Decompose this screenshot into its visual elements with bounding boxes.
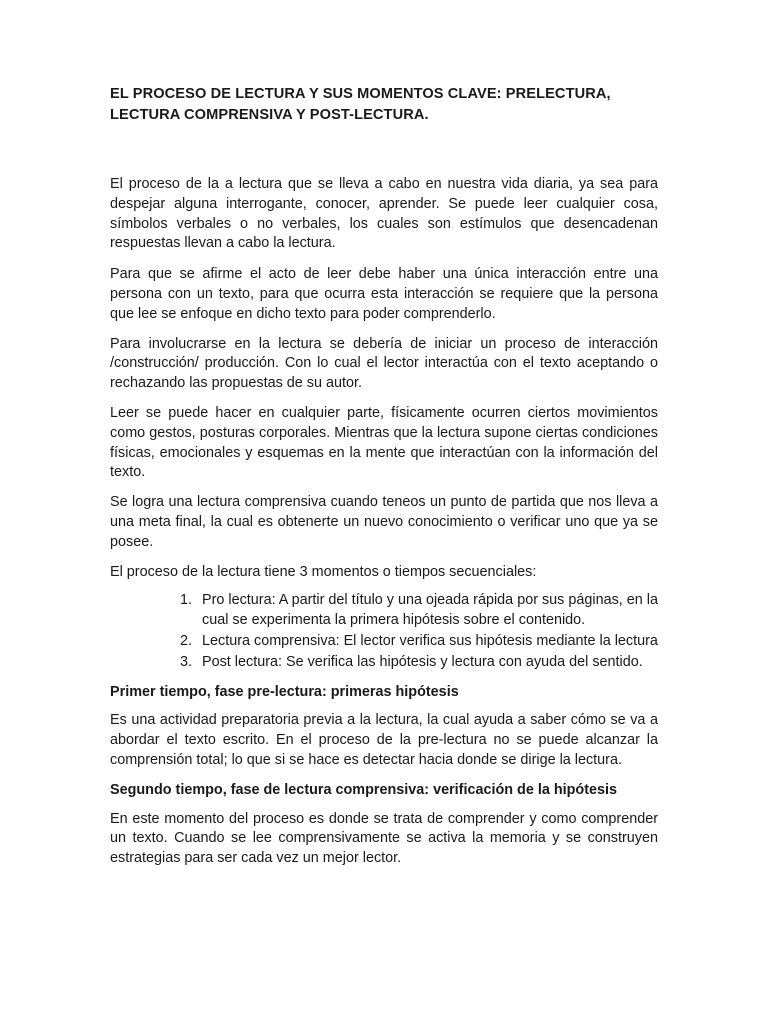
step-number: 1. <box>180 592 193 609</box>
intro-paragraph: Para involucrarse en la lectura se debería de iniciar un proceso de interacción /construcción/ producción. Con lo cual el lector interactúa con el texto aceptando o rechazando las propuestas de su autor. <box>110 335 658 392</box>
document-page <box>110 84 658 879</box>
intro-paragraph: Se logra una lectura comprensiva cuando teneos un punto de partida que nos lleva a una meta final, la cual es obtenerte un nuevo conocimiento o verificar uno que ya se posee. <box>110 494 658 550</box>
step-text: Pro lectura: A partir del título y una ojeada rápida por sus páginas, en la cual se experimenta la primera hipótesis sobre el contenido. <box>202 592 658 629</box>
steps-list <box>110 591 658 672</box>
section-paragraph-lectura-comprensiva: En este momento del proceso es donde se trata de comprender y como comprender un texto. Cuando se lee comprensivamente se activa la memoria y se construyen estrategias para ser cada vez un mejor lector. <box>110 810 658 867</box>
step-number: 3. <box>180 653 193 670</box>
section-paragraph-prelectura: Es una actividad preparatoria previa a la lectura, la cual ayuda a saber cómo se va a abordar el texto escrito. En el proceso de la pre-lectura no se puede alcanzar la comprensión total; lo que si se hace es detectar hacia donde se dirige la lectura. <box>110 712 658 768</box>
step-item <box>180 591 658 631</box>
intro-paragraph: El proceso de la a lectura que se lleva a cabo en nuestra vida diaria, ya sea para despejar alguna interrogante, conocer, aprender. Se puede leer cualquier cosa, símbolos verbales o no verbales, los cuales son estímulos que desencadenan respuestas llevan a cabo la lectura. <box>110 176 658 252</box>
section-heading-lectura-comprensiva: Segundo tiempo, fase de lectura comprensiva: verificación de la hipótesis <box>110 781 618 798</box>
intro-paragraph: Leer se puede hacer en cualquier parte, físicamente ocurren ciertos movimientos como gestos, posturas corporales. Mientras que la lectura supone ciertas condiciones físicas, emocionales y esquemas en la mente que interactúan con la información del texto. <box>110 404 658 481</box>
step-number: 2. <box>180 632 193 649</box>
step-text: Post lectura: Se verifica las hipótesis y lectura con ayuda del sentido. <box>202 653 643 670</box>
document-title: EL PROCESO DE LECTURA Y SUS MOMENTOS CLAVE: PRELECTURA, LECTURA COMPRENSIVA Y POST-LECTURA. <box>110 86 611 123</box>
intro-paragraph: El proceso de la lectura tiene 3 momentos o tiempos secuenciales: <box>110 563 537 580</box>
step-item <box>180 632 658 652</box>
section-heading-prelectura: Primer tiempo, fase pre-lectura: primeras hipótesis <box>110 683 459 700</box>
step-text: Lectura comprensiva: El lector verifica sus hipótesis mediante la lectura <box>202 632 658 649</box>
intro-paragraph: Para que se afirme el acto de leer debe haber una única interacción entre una persona con un texto, para que ocurra esta interacción se requiere que la persona que lee se enfoque en dicho texto para poder comprenderlo. <box>110 266 658 322</box>
step-item <box>180 653 658 673</box>
